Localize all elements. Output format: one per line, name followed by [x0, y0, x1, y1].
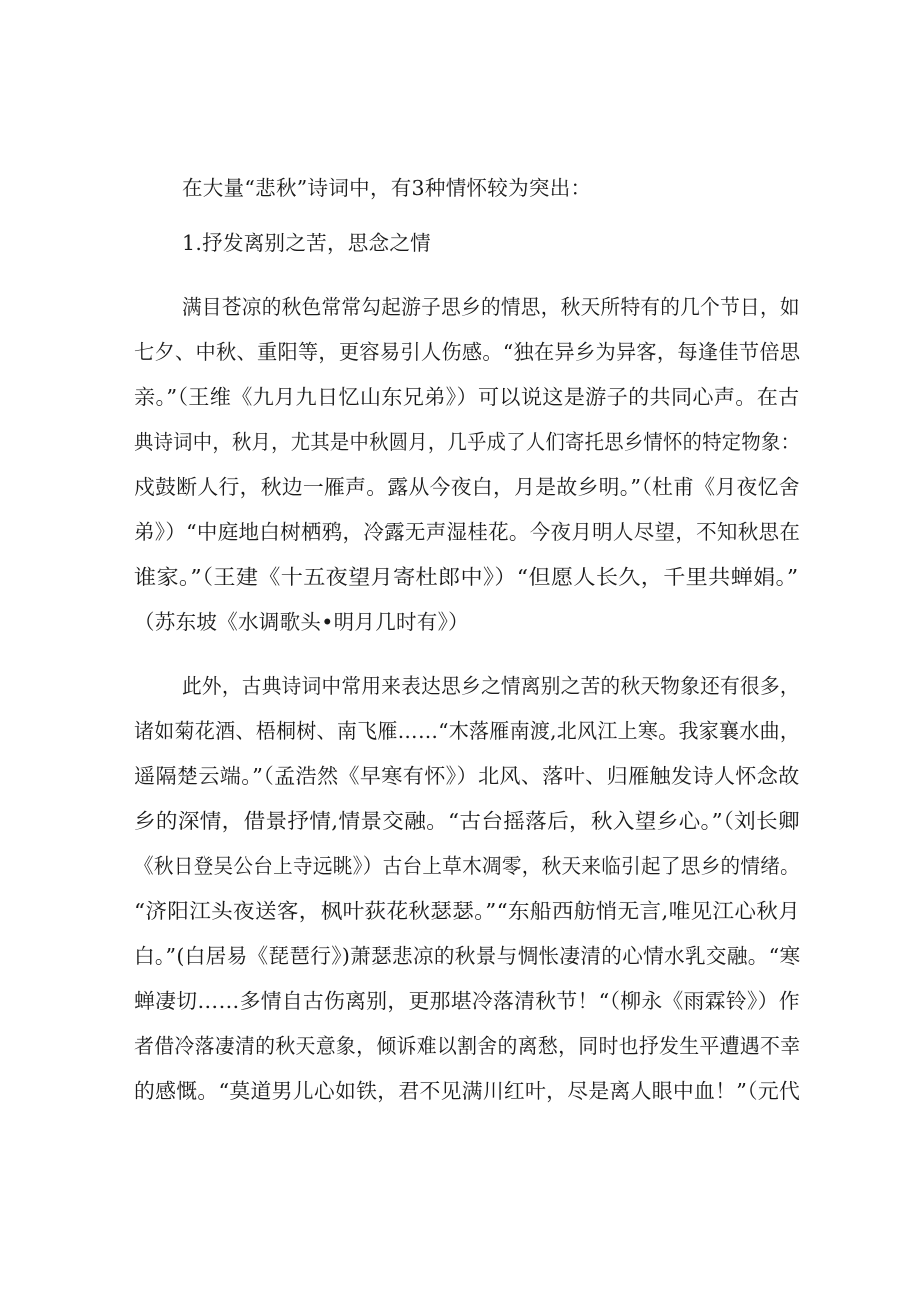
paragraph-2-line-4: 乡的深情，借景抒情,情景交融。“古台摇落后，秋入望乡心。”（刘长卿: [134, 809, 800, 833]
paragraph-1-line-6: 弟》）“中庭地白树栖鸦，冷露无声湿桂花。今夜月明人尽望，不知秋思在: [134, 520, 801, 544]
paragraph-2-line-7: 白。”(白居易《琵琶行》)萧瑟悲凉的秋景与惆怅凄清的心情水乳交融。“寒: [134, 944, 801, 968]
paragraph-1-line-7: 谁家。”（王建《十五夜望月寄杜郎中》）“但愿人长久，千里共蝉娟。”: [134, 565, 799, 589]
paragraph-2-line-9: 者借冷落凄清的秋天意象，倾诉难以割舍的离愁，同时也抒发生平遭遇不幸: [134, 1034, 801, 1058]
paragraph-2-line-5: 《秋日登吴公台上寺远眺》）古台上草木凋零，秋天来临引起了思乡的情绪。: [134, 854, 800, 878]
paragraph-2-line-1: 此外，古典诗词中常用来表达思乡之情离别之苦的秋天物象还有很多，: [182, 674, 800, 698]
paragraph-2-line-10: 的感慨。“莫道男儿心如铁，君不见满川红叶，尽是离人眼中血！”（元代: [134, 1079, 801, 1103]
paragraph-2-line-8: 蝉凄切……多情自古伤离别，更那堪冷落清秋节！“（柳永《雨霖铃》）作: [134, 989, 800, 1013]
paragraph-1-line-4: 典诗词中，秋月，尤其是中秋圆月，几乎成了人们寄托思乡情怀的特定物象：: [134, 430, 801, 454]
paragraph-1-line-5: 戍鼓断人行，秋边一雁声。露从今夜白，月是故乡明。”（杜甫《月夜忆舍: [134, 475, 800, 499]
paragraph-2-line-2: 诸如菊花酒、梧桐树、南飞雁……“木落雁南渡,北风江上寒。我家襄水曲，: [134, 719, 801, 743]
section-heading: 1.抒发离别之苦，思念之情: [182, 231, 431, 255]
paragraph-2-line-3: 遥隔楚云端。”（孟浩然《早寒有怀》）北风、落叶、归雁触发诗人怀念故: [134, 764, 800, 788]
paragraph-1-line-8: （苏东坡《水调歌头•明月几时有》）: [134, 610, 469, 634]
paragraph-2-line-6: “济阳江头夜送客，枫叶荻花秋瑟瑟。”“东船西舫悄无言,唯见江心秋月: [134, 899, 801, 923]
intro-text: 在大量“悲秋”诗词中，有3种情怀较为突出：: [182, 176, 592, 200]
paragraph-1-line-2: 七夕、中秋、重阳等，更容易引人伤感。“独在异乡为异客，每逢佳节倍思: [134, 340, 801, 364]
paragraph-1-line-3: 亲。”（王维《九月九日忆山东兄弟》）可以说这是游子的共同心声。在古: [134, 385, 800, 409]
paragraph-1-line-1: 满目苍凉的秋色常常勾起游子思乡的情思，秋天所特有的几个节日，如: [182, 295, 800, 319]
